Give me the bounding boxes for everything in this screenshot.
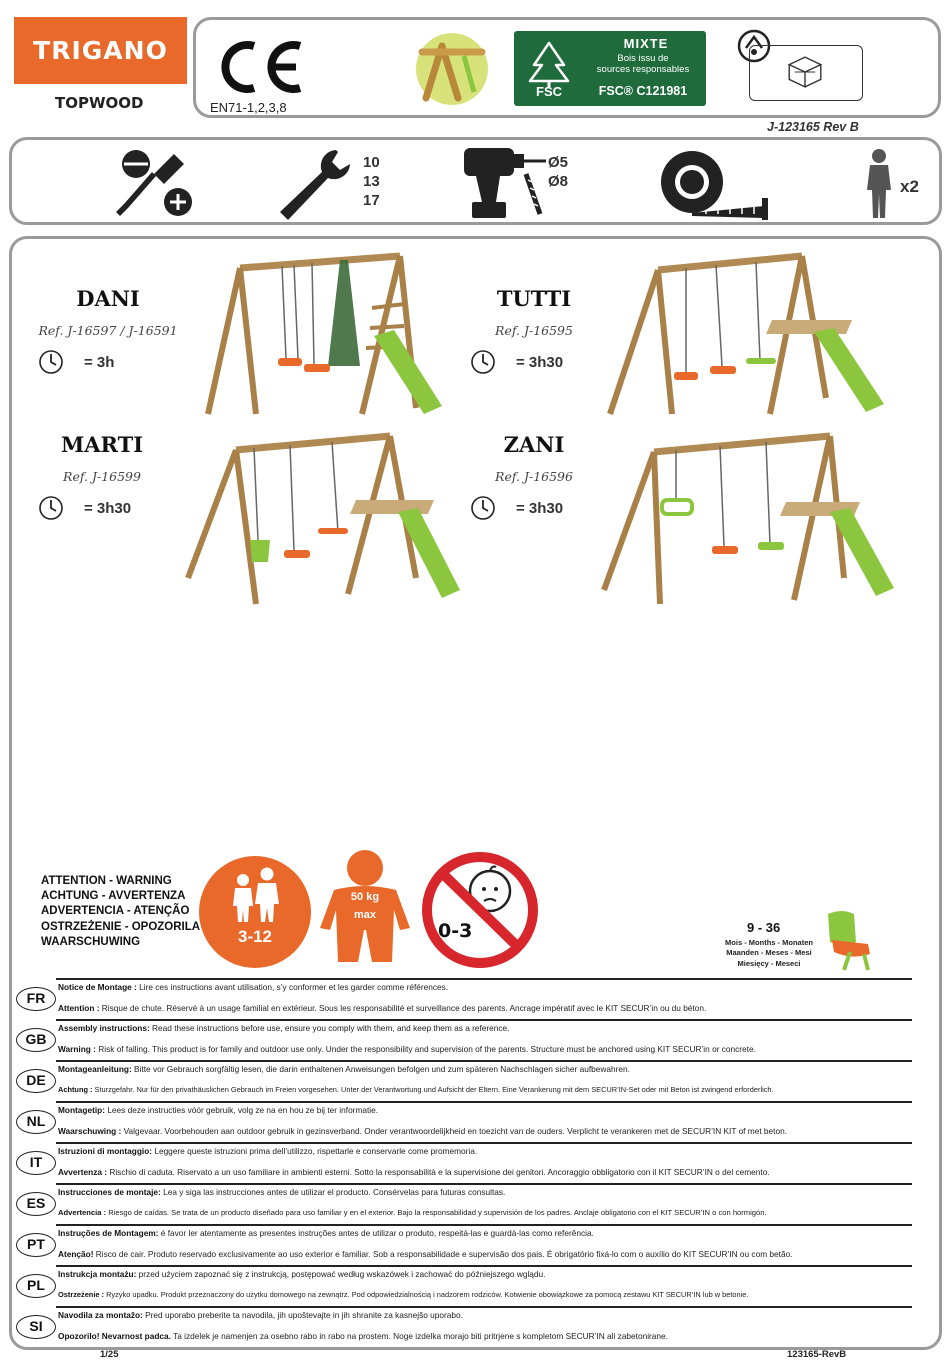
wrench-size-2: 13 <box>363 173 380 190</box>
subbrand-name: TOPWOOD <box>55 94 144 112</box>
warning-line <box>58 1167 770 1177</box>
notice-line <box>58 1228 594 1238</box>
person-count: x2 <box>900 177 919 196</box>
lang-badge: IT <box>16 1151 56 1175</box>
warning-line <box>58 1249 792 1259</box>
notice-text: Read these instructions before use, ensure you comply with them, and keep them as a reference. <box>149 1023 510 1033</box>
notice-line <box>58 1105 378 1115</box>
model-time-dani <box>38 349 114 375</box>
model-ref: Ref. J-16595 <box>495 323 573 338</box>
model-time-tutti <box>470 349 563 375</box>
baby-seat-icon <box>820 908 876 972</box>
clock-icon <box>38 349 64 375</box>
tape-measure-icon <box>660 146 772 222</box>
notice-it <box>14 1142 910 1183</box>
time-label: = 3h <box>84 353 115 371</box>
warning-text: Ta izdelek je namenjen za osebno rabo in rabo na prostem. Noge izdelka morajo biti pritrjene s kompletom SECUR’IN ali zabetonirane. <box>170 1331 668 1341</box>
model-zani <box>456 432 612 484</box>
notice-fr <box>14 978 910 1019</box>
notice-line <box>58 1310 463 1320</box>
max-weight-badge <box>316 848 414 962</box>
warning-title: Avvertenza : <box>58 1167 108 1177</box>
swing-set-dani-image <box>190 248 448 420</box>
document-code: 123165-RevB <box>787 1349 847 1360</box>
notice-text: Pred uporabo preberite ta navodila, jih upoštevajte in jih shranite za kasnejšo uporabo. <box>142 1310 463 1320</box>
warning-text: Valgevaar. Voorbehouden aan outdoor gebruik in gezinsverband. Onder verantwoordelijkheid en toezicht van de ouders. Verplicht te verankeren met de SECUR’IN KIT of met beton. <box>121 1126 787 1136</box>
baby-seat-unit-line: Mois - Months - Monaten <box>725 938 813 947</box>
model-dani <box>18 286 198 338</box>
baby-seat-units <box>714 938 824 969</box>
box-recycle-icon <box>750 46 860 98</box>
notice-title: Navodila za montažo: <box>58 1310 143 1320</box>
time-label: = 3h30 <box>84 499 132 517</box>
swing-set-marti-image <box>180 428 462 606</box>
age-range-badge <box>199 856 311 968</box>
notice-title: Montagetip: <box>58 1105 106 1115</box>
notice-text: Leggere queste istruzioni prima dell’utilizzo, rispettarle e conservarle come promemoria. <box>152 1146 478 1156</box>
notice-de <box>14 1060 910 1101</box>
model-name: DANI <box>76 286 140 311</box>
drill-bit-1: Ø5 <box>548 154 569 171</box>
baby-seat-unit-line: Maanden - Meses - Mesi <box>726 948 812 958</box>
wrench-size-3: 17 <box>363 192 380 209</box>
warning-text: Rischio di caduta. Riservato a un uso familiare in ambienti esterni. Sotto la responsabilità e la supervisione dei genitori. Ancoraggio obbligatorio con il KIT SECUR’IN o del cemento. <box>107 1167 770 1177</box>
warning-line <box>58 1208 767 1217</box>
time-label: = 3h30 <box>516 353 564 371</box>
warning-line <box>58 1044 756 1054</box>
drill-bit-sizes <box>548 153 568 191</box>
notice-text: Lea y siga las instrucciones antes de utilizar el producto. Consérvelas para futuras consultas. <box>160 1187 506 1197</box>
lang-badge: FR <box>16 987 56 1011</box>
notice-title: Montageanleitung: <box>58 1064 132 1074</box>
norm-label: EN71-1,2,3,8 <box>210 100 287 115</box>
warning-title: Waarschuwing : <box>58 1126 122 1136</box>
baby-seat-unit-line: Miesięcy - Meseci <box>737 958 801 968</box>
tools-panel <box>9 137 942 225</box>
certification-panel <box>193 17 941 118</box>
wrench-icon <box>274 146 354 222</box>
no-baby-icon <box>418 851 542 969</box>
ce-mark-icon <box>216 38 306 96</box>
warning-text: Ryzyko upadku. Produkt przeznaczony do użytku domowego na zewnątrz. Pod odpowiedzialnością i nadzorem rodziców. Kotwienie obowiązkowe za pomocą zestawu KIT SECUR’IN lub w betonie. <box>104 1290 749 1299</box>
time-label: = 3h30 <box>516 499 564 517</box>
warning-line <box>58 1126 787 1136</box>
model-tutti <box>456 286 612 338</box>
swing-set-tutti-image <box>602 248 892 420</box>
warning-text: Risque de chute. Réservé à un usage familial en extérieur. Sous les responsabilité et surveillance des parents. Ancrage impératif avec le KIT SECUR’in ou du béton. <box>99 1003 707 1013</box>
lang-badge: NL <box>16 1110 56 1134</box>
person-icon <box>864 148 894 220</box>
warning-title: Attention : <box>58 1003 100 1013</box>
model-time-zani <box>470 495 563 521</box>
warning-title: Warning : <box>58 1044 96 1054</box>
page-number: 1/25 <box>100 1349 119 1360</box>
warning-titles <box>41 874 200 950</box>
drill-icon <box>460 144 548 222</box>
warning-line <box>58 1290 748 1299</box>
notice-text: przed użyciem zapoznać się z instrukcją, postępować według wskazówek i zachować do późniejszego wglądu. <box>136 1269 546 1279</box>
notice-title: Instrukcja montażu: <box>58 1269 137 1279</box>
fsc-tree-icon <box>520 37 578 99</box>
brand-logo <box>14 17 187 84</box>
warning-title: ADVERTENCIA - ATENÇÃO <box>41 905 190 918</box>
warning-title: ATTENTION - WARNING <box>41 875 172 887</box>
notice-line <box>58 1187 505 1197</box>
notice-line <box>58 982 448 992</box>
notice-title: Assembly instructions: <box>58 1023 150 1033</box>
not-for-under-3-badge <box>418 851 542 969</box>
warning-title: Ostrzeżenie : <box>58 1290 105 1299</box>
warning-text: Risco de cair. Produto reservado exclusivamente ao uso exterior e familiar. Sob a responsabilidade e supervisão dos pais. É obrigatório fixá-lo com o auxílio do KIT SECUR’IN ou com betão. <box>93 1249 793 1259</box>
drill-bit-2: Ø8 <box>548 173 569 190</box>
warning-title: Opozorilo! Nevarnost padca. <box>58 1331 171 1341</box>
clock-icon <box>470 349 496 375</box>
model-ref: Ref. J-16597 / J-16591 <box>38 323 178 338</box>
notice-text: Lire ces instructions avant utilisation, s’y conformer et les garder comme références. <box>136 982 449 992</box>
lang-badge: SI <box>16 1315 56 1339</box>
warning-text: Sturzgefahr. Nur für den privathäuslichen Gebrauch im Freien vorgesehen. Unter der Verantwortung und Aufsicht der Eltern. Eine Verankerung mit dem SECUR’IN-Set oder mit Beton ist zwingend erforderlich. <box>92 1085 774 1094</box>
notice-pl <box>14 1265 910 1306</box>
baby-seat-age: 9 - 36 <box>747 920 781 935</box>
lang-badge: ES <box>16 1192 56 1216</box>
notice-pt <box>14 1224 910 1265</box>
fsc-line-2: sources responsables <box>596 64 690 75</box>
warning-title: Advertencia : <box>58 1208 107 1217</box>
lang-badge: PT <box>16 1233 56 1257</box>
warning-text: Risk of falling. This product is for family and outdoor use only. Under the responsibility and supervision of the parents. Structure must be anchored using KIT SECUR’in or concrete. <box>95 1044 756 1054</box>
warning-title: ACHTUNG - AVVERTENZA <box>41 890 186 903</box>
warning-title: OSTRZEŻENIE - OPOZORILA <box>41 920 201 933</box>
notice-line <box>58 1023 509 1033</box>
fsc-code: FSC® C121981 <box>598 84 688 98</box>
notice-text: é favor ler atentamente as presentes instruções antes de utilizar o produto, respeitá-las e guardá-las como referência. <box>158 1228 594 1238</box>
notice-line <box>58 1269 545 1279</box>
wrench-sizes <box>363 153 380 210</box>
model-ref: Ref. J-16599 <box>63 469 141 484</box>
model-ref: Ref. J-16596 <box>495 469 573 484</box>
notice-nl <box>14 1101 910 1142</box>
fsc-line-1: Bois issu de <box>617 53 669 64</box>
model-name: MARTI <box>60 432 144 457</box>
notice-title: Instruções de Montagem: <box>58 1228 159 1238</box>
person-weight-icon <box>316 848 414 962</box>
notice-text: Bitte vor Gebrauch sorgfältig lesen, die darin enthaltenen Anweisungen befolgen und zum späteren Nachschlagen sicher aufbewahren. <box>131 1064 630 1074</box>
model-time-marti <box>38 495 131 521</box>
max-label: max <box>353 909 377 921</box>
forbidden-age: 0-3 <box>438 920 473 942</box>
clock-icon <box>38 495 64 521</box>
warning-title: Achtung : <box>58 1085 93 1094</box>
warning-line <box>58 1085 774 1094</box>
clock-icon <box>470 495 496 521</box>
model-marti <box>14 432 190 484</box>
max-weight: 50 kg <box>350 891 380 903</box>
wood-frame-icon <box>412 32 492 107</box>
lang-badge: PL <box>16 1274 56 1298</box>
swing-set-zani-image <box>598 428 898 606</box>
notice-si <box>14 1306 910 1347</box>
notice-title: Notice de Montage : <box>58 982 137 992</box>
document-reference: J-123165 Rev B <box>767 120 859 134</box>
warning-text: Riesgo de caídas. Se trata de un producto diseñado para uso familiar y en el exterior. Bajo la responsabilidad y supervisión de los padres. Anclaje obligatorio con el KIT SECUR’IN o con hormigón. <box>106 1208 767 1217</box>
packaging-box <box>749 45 863 101</box>
screwdriver-icon <box>112 146 200 222</box>
model-name: ZANI <box>503 432 565 457</box>
children-icon <box>227 866 283 924</box>
notice-es <box>14 1183 910 1224</box>
brand-name: TRIGANO <box>33 36 168 65</box>
notice-line <box>58 1146 477 1156</box>
model-name: TUTTI <box>496 286 572 311</box>
notice-line <box>58 1064 630 1074</box>
notice-text: Lees deze instructies vóór gebruik, volg ze na en hou ze bij ter informatie. <box>105 1105 379 1115</box>
notice-gb <box>14 1019 910 1060</box>
age-range: 3-12 <box>237 927 273 946</box>
fsc-logo-text: FSC <box>536 84 562 99</box>
fsc-mixte: MIXTE <box>623 36 669 51</box>
lang-badge: GB <box>16 1028 56 1052</box>
wrench-size-1: 10 <box>363 154 380 171</box>
notice-title: Instrucciones de montaje: <box>58 1187 161 1197</box>
warning-title: Atenção! <box>58 1249 94 1259</box>
warning-line <box>58 1331 668 1341</box>
warning-line <box>58 1003 706 1013</box>
lang-badge: DE <box>16 1069 56 1093</box>
notice-title: Istruzioni di montaggio: <box>58 1146 153 1156</box>
warning-title: WAARSCHUWING <box>41 935 141 948</box>
fsc-label <box>514 31 706 106</box>
